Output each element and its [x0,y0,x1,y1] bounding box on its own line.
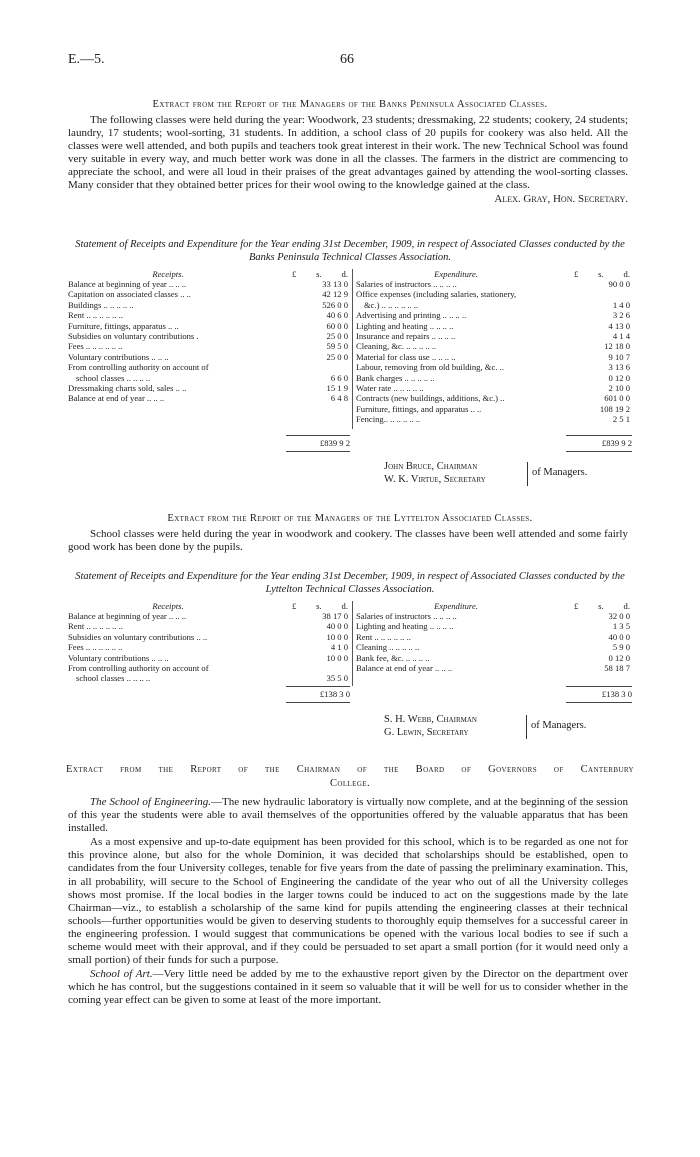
row-item: Rent .. .. .. .. .. .. [68,621,123,632]
banks-receipt-row [68,289,350,299]
lyttelton-account-table [68,601,632,699]
lyttelton-column-divider [352,601,353,686]
row-amount: 526 0 0 [322,299,348,310]
banks-receipt-row [68,321,350,331]
row-amount: 25 0 0 [326,351,348,362]
row-item: Labour, removing from old building, &c. .. [356,362,504,373]
row-amount: 2 10 0 [608,382,630,393]
lyttelton-receipt-row [68,673,350,683]
row-amount: 58 18 7 [604,662,630,673]
row-item: Furniture, fittings, and apparatus .. .. [356,403,482,414]
row-amount: 42 12 9 [322,289,348,300]
banks-receipt-row [68,310,350,320]
banks-expenditure-total-underline [566,451,632,452]
lyttelton-expenditure-total-rule [566,686,632,687]
lyttelton-receipts-header [68,601,350,611]
lyttelton-chairman: S. H. Webb, Chairman [384,714,477,725]
banks-expenditure-row [356,331,632,341]
lyttelton-expenditure-row [356,621,632,631]
lyttelton-expenditure-currency-header: £ s. d. [574,601,630,611]
row-amount: 10 0 0 [326,631,348,642]
lyttelton-statement-title: Statement of Receipts and Expenditure for the Year ending 31st December, 1909, in respect of Associated Classes conducted by the Lyttelton Technical Classes Association. [75,571,625,595]
banks-receipt-row [68,300,350,310]
row-amount: 38 17 0 [322,611,348,621]
lyttelton-receipts-total-rule [286,686,350,687]
banks-expenditure-header [356,269,632,279]
banks-secretary: W. K. Virtue, Secretary [384,473,486,485]
banks-receipt-row [68,393,350,403]
row-item: school classes .. .. .. .. [76,673,151,684]
banks-expenditure-row [356,352,632,362]
row-item: Cleaning, &c. .. .. .. .. .. [356,341,437,352]
row-item: Bank fee, &c. .. .. .. .. [356,652,430,663]
banks-receipts-currency-header: £ s. d. [292,269,348,279]
row-item: Subsidies on voluntary contributions .. .. [68,631,208,642]
banks-heading: Extract from the Report of the Managers of the Banks Peninsula Associated Classes. [152,99,548,110]
lyttelton-receipt-row [68,621,350,631]
row-amount: 4 1 0 [330,642,348,653]
row-amount: 4 13 0 [608,320,630,331]
engineering-paragraph [68,796,628,835]
art-paragraph [68,968,628,1007]
engineering-lead: The School of Engineering. [90,796,212,808]
row-amount: 15 1 9 [326,382,348,393]
row-item: Balance at end of year .. .. .. [68,393,165,404]
row-amount: 33 13 0 [322,279,348,289]
row-item: Fees .. .. .. .. .. .. [68,341,123,352]
row-amount: 40 6 0 [326,310,348,321]
row-item: Capitation on associated classes .. .. [68,289,191,300]
banks-receipts-total-underline [286,451,350,452]
lyttelton-expenditure-row [356,653,632,663]
engineering-text: —The new hydraulic laboratory is virtually now complete, and at the beginning of the session of this year the students were able to avail themselves of the opportunities offered by the valuable apparatus that has been installed. [68,796,628,835]
row-item: Balance at end of year .. .. .. [356,662,453,673]
banks-expenditure-row [356,321,632,331]
lyttelton-expenditure-label: Expenditure. [434,601,478,611]
banks-expenditure-label: Expenditure. [434,269,478,279]
banks-expenditure-total: £839 9 2 [601,438,632,448]
row-item: Furniture, fittings, apparatus .. .. [68,320,179,331]
banks-receipts-column [68,269,350,404]
art-lead: School of Art. [90,968,153,981]
row-amount: 4 1 4 [612,330,630,341]
row-amount: 25 0 0 [326,330,348,341]
banks-of-managers: of Managers. [532,467,588,478]
row-item: Material for class use .. .. .. .. [356,351,456,362]
lyttelton-of-managers: of Managers. [531,720,587,731]
banks-expenditure-row [356,289,632,299]
row-item: Contracts (new buildings, additions, &c.) .. [356,393,505,404]
banks-receipt-row [68,383,350,393]
row-item: Advertising and printing .. .. .. .. [356,310,467,321]
row-amount: 6 4 8 [330,393,348,404]
lyttelton-expenditure-row [356,642,632,652]
banks-expenditure-row [356,362,632,372]
row-item: Rent .. .. .. .. .. .. [68,310,123,321]
lyttelton-expenditure-total-underline [566,702,632,703]
lyttelton-signers-brace [526,715,527,739]
row-amount: 12 18 0 [604,341,630,352]
row-item: From controlling authority on account of [68,662,209,673]
banks-expenditure-row [356,404,632,414]
banks-expenditure-row [356,373,632,383]
banks-expenditure-column [356,269,632,424]
row-item: Fees .. .. .. .. .. .. [68,642,123,653]
banks-expenditure-row [356,414,632,424]
row-item: Water rate .. .. .. .. .. [356,382,424,393]
banks-expenditure-row [356,279,632,289]
row-amount: 0 12 0 [608,372,630,383]
row-item: Buildings .. .. .. .. .. [68,299,134,310]
row-amount: 1 3 5 [612,621,630,632]
row-item: Salaries of instructors .. .. .. .. [356,279,457,289]
banks-receipts-total-rule [286,435,350,436]
lyttelton-receipt-row [68,632,350,642]
art-text: —Very little need be added by me to the exhaustive report given by the Director on the department over which he has control, but the suggestions contained in it seem so valuable that it will be well for us to consider whether in the coming year effect can be given to some at least of the more important. [68,968,628,1007]
banks-paragraph [68,114,628,206]
lyttelton-receipt-row [68,642,350,652]
banks-signature: Alex. Gray, Hon. Secretary. [494,192,628,205]
row-amount: 40 0 0 [608,631,630,642]
banks-receipt-row [68,331,350,341]
row-amount: 5 9 0 [612,642,630,653]
banks-report-text: The following classes were held during the year: Woodwork, 23 students; dressmaking, 22 students; cookery, 24 students; laundry, 17 students; wool-sorting, 31 students. In addition, a school class of 20 pupils for cookery was also held. All the classes were well attended, and both pupils and teachers took great interest in their work. The new Technical School was found very suitable in every way, and much better work was done in all the classes. The farmers in the district are commencing to appreciate the school, and were all loud in their praises of the great advantages gained by attending the wool-sorting classes. Many consider that they obtained better prices for their wool owing to the knowledge gained at the class. [68,114,628,192]
row-item: Dressmaking charts sold, sales .. .. [68,382,187,393]
lyttelton-report-text: School classes were held during the year in woodwork and cookery. The classes have been well attended and some fairly good work has been done by the pupils. [68,528,628,554]
lyttelton-receipt-row [68,653,350,663]
row-amount: 0 12 0 [608,652,630,663]
row-item: Rent .. .. .. .. .. .. [356,631,411,642]
banks-expenditure-row [356,383,632,393]
lyttelton-receipt-row [68,663,350,673]
row-amount: 3 2 6 [612,310,630,321]
banks-expenditure-currency-header: £ s. d. [574,269,630,279]
banks-receipts-total: £839 9 2 [319,438,350,448]
row-amount: 40 0 0 [326,621,348,632]
row-item: Salaries of instructors .. .. .. .. [356,611,457,621]
row-item: Subsidies on voluntary contributions . [68,330,199,341]
banks-receipts-header [68,269,350,279]
lyttelton-expenditure-row [356,632,632,642]
row-amount: 32 0 0 [608,611,630,621]
lyttelton-receipts-column [68,601,350,684]
page-number: 66 [340,52,354,67]
row-item: From controlling authority on account of [68,362,209,373]
banks-expenditure-row [356,341,632,351]
banks-receipt-row [68,341,350,351]
lyttelton-receipts-total: £138 3 0 [319,689,350,699]
row-amount: 3 13 6 [608,362,630,373]
banks-expenditure-row [356,300,632,310]
lyttelton-expenditure-column [356,601,632,673]
lyttelton-expenditure-row [356,611,632,621]
lyttelton-receipts-total-underline [286,702,350,703]
banks-receipts-label: Receipts. [152,269,184,279]
row-item: Bank charges .. .. .. .. .. [356,372,435,383]
banks-expenditure-row [356,393,632,403]
row-amount: 60 0 0 [326,320,348,331]
canterbury-paragraphs [68,796,628,1008]
banks-statement-title: Statement of Receipts and Expenditure for the Year ending 31st December, 1909, in respect of Associated Classes conducted by the Banks Peninsula Technical Classes Association. [75,239,625,263]
canterbury-heading-line-1: Extract from the Report of the Chairman of the Board of Governors of Canterbury [66,764,634,775]
lyttelton-signers [384,714,477,739]
row-item: &c.) .. .. .. .. .. .. [364,299,419,310]
row-amount: 1 4 0 [612,299,630,310]
lyttelton-expenditure-row [356,663,632,673]
lyttelton-receipt-row [68,611,350,621]
banks-signers-brace [527,462,528,486]
row-item: Lighting and heating .. .. .. .. [356,320,454,331]
row-item: Balance at beginning of year .. .. .. [68,279,187,289]
banks-column-divider [352,269,353,429]
row-amount: 2 5 1 [612,414,630,425]
banks-expenditure-total-rule [566,435,632,436]
banks-chairman: John Bruce, Chairman [384,461,478,472]
row-amount: 601 0 0 [604,393,630,404]
banks-signers [384,461,486,486]
row-item: Voluntary contributions .. .. .. [68,652,169,663]
banks-receipt-row [68,279,350,289]
banks-expenditure-row [356,310,632,320]
banks-account-table [68,269,632,448]
row-item: Office expenses (including salaries, stationery, [356,289,517,300]
row-item: Fencing.. .. .. .. .. .. [356,414,421,425]
row-item: school classes .. .. .. .. [76,372,151,383]
row-amount: 6 6 0 [330,372,348,383]
row-amount: 90 0 0 [608,279,630,289]
lyttelton-receipts-currency-header: £ s. d. [292,601,348,611]
row-amount: 108 19 2 [599,403,630,414]
row-amount: 9 10 7 [608,351,630,362]
row-amount: 10 0 0 [326,652,348,663]
scholarship-paragraph: As a most expensive and up-to-date equipment has been provided for this school, which is to be regarded as one not for this province alone, but also for the whole Dominion, it was decided that scholarships should be established, open to candidates from the four University colleges, tenable for five years from the date of passing the preliminary examination. This, in all probability, will secure to the School of Engineering the candidate of the year who out of all the University colleges shows most promise. If the local bodies in the larger towns could be induced to act on the suggestions made by the late Chairman—viz., to establish a scholarship of the same kind for pupils attending the engineering classes at their technical schools—further opportunities would be given to deserving students to thoroughly equip themselves for a successful career in the engineering profession. I would suggest that communications be opened with the various local bodies to see if such a scheme would meet with their approval, and if they could be persuaded to set apart a small portion (for it would need only a small portion) of their funds for such a purpose. [68,836,628,967]
lyttelton-paragraph [68,528,628,554]
lyttelton-secretary: G. Lewin, Secretary [384,726,469,738]
row-item: Insurance and repairs .. .. .. .. [356,330,456,341]
lyttelton-expenditure-total: £138 3 0 [601,689,632,699]
banks-receipt-row [68,362,350,372]
lyttelton-heading: Extract from the Report of the Managers of the Lyttelton Associated Classes. [167,513,533,524]
document-reference: E.—5. [68,52,105,67]
row-amount: 59 5 0 [326,341,348,352]
row-amount: 35 5 0 [326,673,348,684]
banks-receipt-row [68,352,350,362]
row-item: Lighting and heating .. .. .. .. [356,621,454,632]
canterbury-heading-line-2: College. [329,778,371,789]
row-item: Cleaning .. .. .. .. .. [356,642,420,653]
lyttelton-expenditure-header [356,601,632,611]
lyttelton-receipts-label: Receipts. [152,601,184,611]
row-item: Voluntary contributions .. .. .. [68,351,169,362]
row-item: Balance at beginning of year .. .. .. [68,611,187,621]
banks-receipt-row [68,373,350,383]
